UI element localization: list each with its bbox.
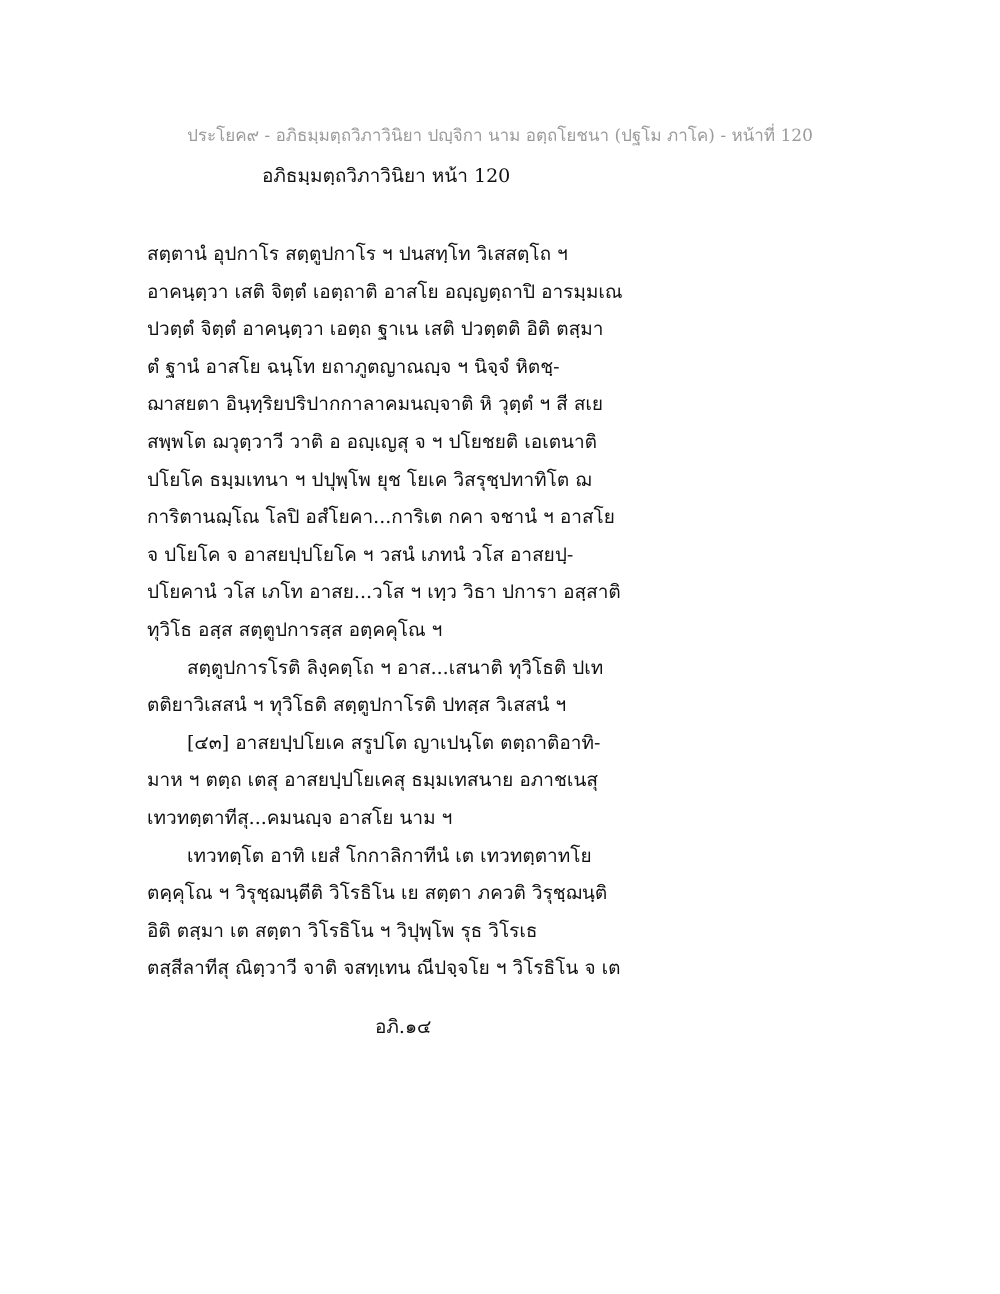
text-line: สพฺพโต ฌวุตฺวาวี วาติ อ อญฺเญสุ จ ฯ ปโยชยติ เอเตนาติ — [147, 430, 598, 453]
text-line: ตํ ฐานํ อาสโย ฉนฺโท ยถาภูตญาณญฺจ ฯ นิจฺจํ หิตชฺ- — [147, 355, 560, 378]
text-line: ตสฺสีลาทีสุ ณิตฺวาวี จาติ จสทฺเทน ณีปจฺจโย ฯ วิโรธิโน จ เต — [147, 957, 621, 980]
text-line: ตติยาวิเสสนํ ฯ ทุวิโธติ สตฺตูปกาโรติ ปทสฺส วิเสสนํ ฯ — [147, 694, 567, 717]
text-line: ปโยคานํ วโส เภโท อาสย...วโส ฯ เทฺว วิธา ปการา อสฺสาติ — [147, 581, 621, 604]
text-line: เทวทตฺตาทีสุ...คมนญฺจ อาสโย นาม ฯ — [147, 806, 453, 829]
body-text — [147, 236, 667, 988]
paragraph-first-line: เทวทตฺโต อาทิ เยสํ โกกาลิกาทีนํ เต เทวทตฺตาทโย — [187, 844, 592, 867]
text-line: สตฺตานํ อุปกาโร สตฺตูปกาโร ฯ ปนสทฺโท วิเสสตฺโถ ฯ — [147, 243, 568, 265]
text-line: ตคฺคุโณ ฯ วิรุชฺฌนฺตีติ วิโรธิโน เย สตฺตา ภควติ วิรุชฺฌนฺติ — [147, 882, 608, 905]
text-line: ปวตฺตํ จิตฺตํ อาคนฺตฺวา เอตฺถ ฐาเน เสติ ปวตฺตติ อิติ ตสฺมา — [147, 318, 604, 341]
paragraph-first-line: [๔๓] อาสยปฺปโยเค สรูปโต ญาเปนฺโต ตตฺถาติอาทิ- — [187, 731, 601, 754]
page-footer-signature: อภิ.๑๔ — [375, 1016, 432, 1038]
text-line: ทุวิโธ อสฺส สตฺตูปการสฺส อตฺคคุโณ ฯ — [147, 618, 443, 641]
text-line: การิตานฌฺโณ โลปิ อสํโยคา...การิเต กคา จชานํ ฯ อาสโย — [147, 506, 615, 529]
text-line: อิติ ตสฺมา เต สตฺตา วิโรธิโน ฯ วิปุพฺโพ รุธ วิโรเธ — [147, 919, 538, 942]
text-line: อาคนฺตฺวา เสติ จิตฺตํ เอตฺถาติ อาสโย อญฺญตฺถาปิ อารมฺมเณ — [147, 280, 623, 303]
text-line: จ ปโยโค จ อาสยปฺปโยโค ฯ วสนํ เภทนํ วโส อาสยปฺ- — [147, 543, 574, 566]
paragraph-first-line: สตฺตูปการโรติ ลิงฺคตฺโถ ฯ อาส...เสนาติ ทุวิโธติ ปเท — [187, 656, 604, 679]
running-header: ประโยค๙ - อภิธมฺมตฺถวิภาวินิยา ปญฺจิกา นาม อตฺถโยชนา (ปฐโม ภาโค) - หน้าที่ 120 — [187, 126, 813, 146]
text-line: มาห ฯ ตตฺถ เตสุ อาสยปฺปโยเคสุ ธมฺมเทสนาย อภาชเนสุ — [147, 769, 598, 792]
text-line: ฌาสยตา อินฺทฺริยปริปากกาลาคมนญฺจาติ หิ วุตฺตํ ฯ สี สเย — [147, 393, 604, 416]
page-title: อภิธมฺมตฺถวิภาวินิยา หน้า 120 — [262, 165, 511, 187]
text-line: ปโยโค ธมฺมเทนา ฯ ปปุพฺโพ ยุช โยเค วิสรุชฺปทาทิโต ฌ — [147, 468, 592, 491]
